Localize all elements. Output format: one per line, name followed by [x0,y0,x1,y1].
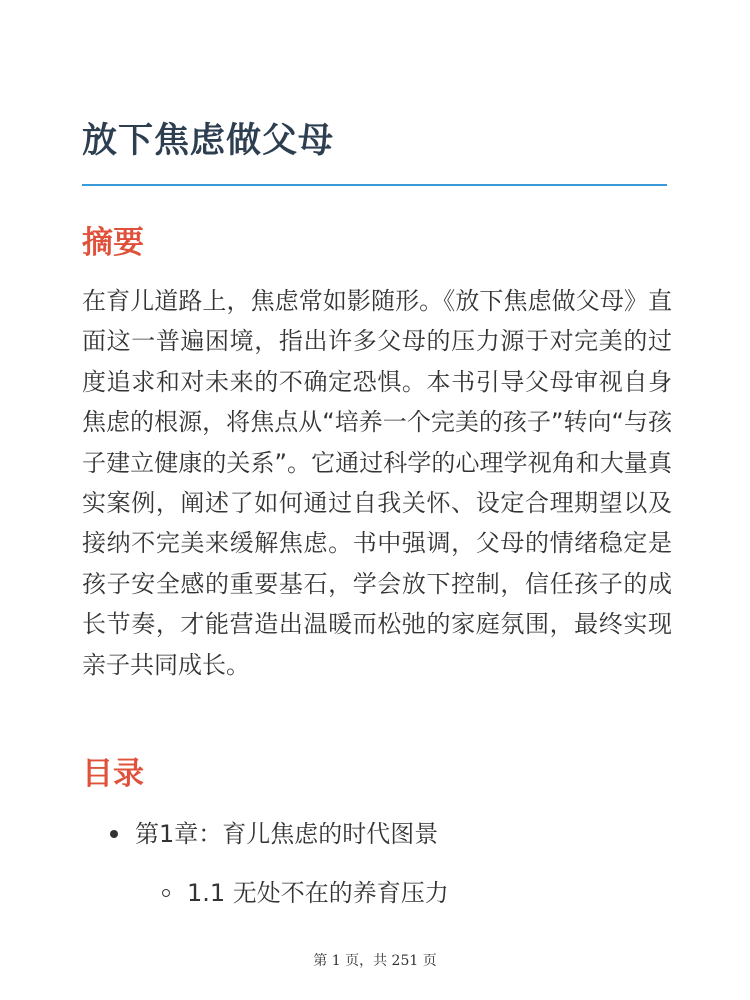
toc-heading: 目录 [82,756,144,792]
abstract-text: 在育儿道路上，焦虑常如影随形。《放下焦虑做父母》直面这一普遍困境，指出许多父母的压力源于对完美的过度追求和对未来的不确定恐惧。本书引导父母审视自身焦虑的根源，将焦点从“培养一个完美的孩子”转向“与孩子建立健康的关系”。它通过科学的心理学视角和大量真实案例，阐述了如何通过自我关怀、设定合理期望以及接纳不完美来缓解焦虑。书中强调，父母的情绪稳定是孩子安全感的重要基石，学会放下控制，信任孩子的成长节奏，才能营造出温暖而松弛的家庭氛围，最终实现亲子共同成长。 [82,287,672,679]
toc-item-label: 1.1 无处不在的养育压力 [187,879,449,907]
bullet-circle-icon [162,889,170,897]
toc-item-label: 第1章：育儿焦虑的时代图景 [135,820,439,848]
page-footer: 第 1 页，共 251 页 [313,953,437,969]
abstract-heading: 摘要 [82,225,144,261]
title-divider [82,184,667,186]
toc-item-chapter-1[interactable] [110,816,438,852]
bullet-disc-icon [110,830,118,838]
toc-item-section-1-1[interactable] [162,875,449,911]
document-title: 放下焦虑做父母 [82,121,335,161]
